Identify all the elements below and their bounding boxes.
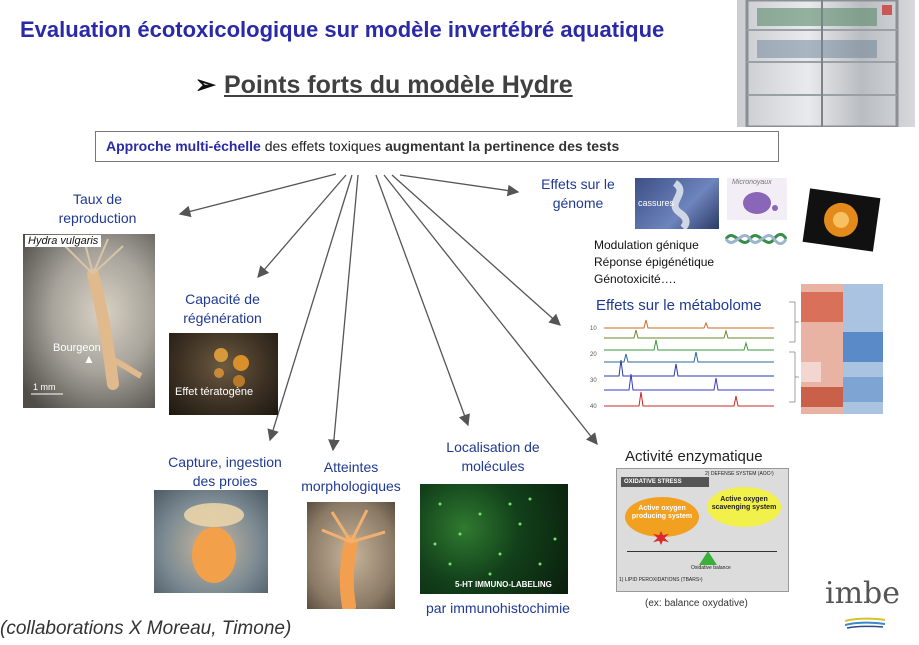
capture-photo: [154, 490, 268, 593]
regeneration-label: Capacité de régénération: [183, 291, 262, 326]
heatmap-drawing: [787, 282, 887, 432]
hydra-species-label: Hydra vulgaris: [25, 235, 101, 247]
oxidative-stress-diagram: [616, 468, 789, 592]
enzyme-label: Activité enzymatique: [625, 448, 763, 465]
bourgeon-label: Bourgeon: [53, 342, 101, 354]
balance-beam: [627, 551, 777, 552]
genome-effect-1: Réponse épigénétique: [594, 255, 715, 269]
reproduction-label: Taux de reproduction: [58, 191, 137, 226]
immuno-photo: [420, 484, 568, 594]
dna-damage-image: [635, 178, 719, 229]
producing-system: Active oxygen producing system: [625, 497, 699, 537]
arrow-bullet-icon: ➢: [195, 71, 216, 99]
genome-label: Effets sur le génome: [541, 176, 615, 211]
arrow-localisation: [376, 175, 468, 425]
genome-effect-0: Modulation génique: [594, 238, 699, 252]
morpho-photo: [307, 502, 395, 609]
regeneration-drawing: [169, 333, 278, 415]
oxidative-header: OXIDATIVE STRESS: [621, 477, 709, 487]
enzyme-note: (ex: balance oxydative): [645, 598, 748, 609]
morpho-drawing: [307, 502, 395, 609]
arrow-genome: [400, 175, 518, 192]
localisation-label: Localisation de molécules: [446, 439, 540, 474]
genome-effect-2: Génotoxicité….: [594, 272, 677, 286]
morpho-label: Atteintes morphologiques: [301, 459, 401, 494]
nmr-tick-3: 40: [590, 404, 597, 410]
immuno-dots: [420, 484, 568, 594]
nmr-spectra-image: [584, 316, 784, 416]
capture-drawing: [154, 490, 268, 593]
approach-part3: augmentant la pertinence des tests: [385, 138, 620, 154]
micronuclei-image: [727, 178, 787, 220]
immuno-caption: par immunohistochimie: [426, 600, 570, 616]
arrow-reproduction: [180, 174, 336, 214]
hydra-reproduction-photo: [23, 234, 155, 408]
arrow-enzyme: [384, 175, 597, 444]
oxidative-balance-text: Oxidative balance: [691, 565, 731, 571]
cassures-label: cassures: [638, 198, 675, 208]
genome-effects-list: [594, 237, 714, 288]
nmr-tick-2: 30: [590, 378, 597, 384]
nmr-spectra-drawing: [584, 316, 784, 416]
regeneration-photo: [169, 333, 278, 415]
lipid-peroxidation-text: 1) LIPID PEROXIDATIONS (TBARS¹): [619, 577, 703, 583]
nmr-tick-1: 20: [590, 352, 597, 358]
dna-helix-icon: [724, 227, 788, 251]
arrow-morpho: [333, 175, 358, 450]
imbe-logo-swoosh: [845, 616, 885, 628]
micronoyaux-label: Micronoyaux: [732, 179, 772, 186]
collaborations-footer: (collaborations X Moreau, Timone): [0, 618, 292, 639]
scale-label: 1 mm: [33, 382, 56, 392]
metabolome-label: Effets sur le métabolome: [596, 297, 762, 314]
pointer-triangle-icon: ▲: [83, 352, 95, 366]
capture-label: Capture, ingestion des proies: [168, 454, 282, 489]
section-heading-text: Points forts du modèle Hydre: [223, 71, 573, 99]
nmr-tick-0: 10: [590, 326, 597, 332]
approach-part1: Approche multi-échelle: [106, 138, 261, 154]
imbe-logo: imbe: [825, 576, 900, 611]
defense-system-text: 2) DEFENSE SYSTEM (AOC²): [705, 471, 774, 477]
heatmap-image: [787, 282, 887, 432]
immuno-labeling-text: 5-HT IMMUNO-LABELING: [455, 580, 552, 589]
page-title: Evaluation écotoxicologique sur modèle invertébré aquatique: [20, 17, 665, 42]
teratogene-label: Effet tératogène: [175, 386, 254, 398]
scavenging-system: Active oxygen scavenging system: [707, 487, 781, 527]
comet-drawing: [803, 188, 881, 251]
approach-part2: des effets toxiques: [260, 138, 386, 154]
balance-triangle-icon: [699, 551, 717, 565]
comet-assay-image: [803, 188, 881, 251]
